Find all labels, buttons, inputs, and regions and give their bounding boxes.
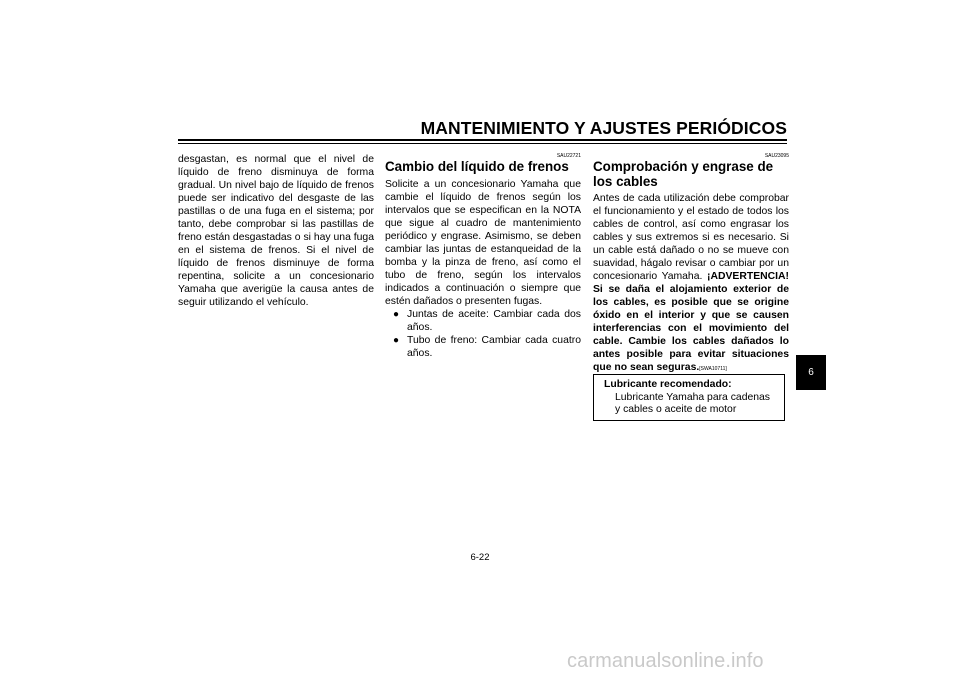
section-heading: Comprobación y engrase de los cables [593, 159, 774, 189]
page-number: 6-22 [470, 552, 490, 563]
cables-paragraph [593, 192, 789, 376]
column-3 [593, 153, 789, 376]
section-code: SAU23095 [764, 153, 789, 159]
column-2 [385, 153, 581, 360]
list-item-text: Tubo de freno: Cambiar cada cuatro años. [407, 334, 581, 359]
list-item [393, 308, 581, 334]
title-rule [178, 139, 787, 141]
watermark: carmanualsonline.info [567, 650, 764, 672]
recommended-lubricant-box [593, 374, 785, 421]
page-title: MANTENIMIENTO Y AJUSTES PERIÓDICOS [420, 118, 787, 138]
warning-text: ¡ADVERTENCIA! Si se daña el alojamiento exterior de los cables, es posible que se origine óxido en el interior y que se causen interferencias con el movimiento del cable. Cambie los cables dañados lo antes posible para evitar situaciones que no sean seguras. [593, 271, 789, 373]
title-rule-thin [178, 143, 787, 144]
section-paragraph: Solicite a un concesionario Yamaha que cambie el líquido de frenos según los intervalos que se especifican en la NOTA que sigue al cuadro de mantenimiento periódico y engrase. Asimismo, se deben cambiar las juntas de estanqueidad de la bomba y la pinza de freno, así como el tubo de freno, según los intervalos indicados a continuación o siempre que estén dañados o presenten fugas. [385, 178, 581, 307]
section-heading: Cambio del líquido de frenos [385, 159, 569, 174]
warning-code: [SWA10711] [699, 366, 727, 372]
list-item [393, 334, 581, 360]
brake-fluid-paragraph: desgastan, es normal que el nivel de líquido de freno disminuya de forma gradual. Un nivel bajo de líquido de frenos puede ser indicativo del desgaste de las pastillas o de una fuga en el sistema; por tanto, debe comprobar si las pastillas de freno están desgastadas o si hay una fuga en el sistema de frenos. Si el nivel de líquido de frenos disminuye de forma repentina, solicite a un concesionario Yamaha que averigüe la causa antes de seguir utilizando el vehículo. [178, 154, 374, 308]
box-value: Lubricante Yamaha para cadenas y cables o aceite de motor [615, 391, 771, 415]
box-label: Lubricante recomendado: [604, 379, 732, 390]
bullet-icon: ● [393, 308, 400, 320]
chapter-tab: 6 [796, 355, 826, 390]
section-code: SAU22721 [556, 153, 581, 159]
list-item-text: Juntas de aceite: Cambiar cada dos años. [407, 308, 581, 333]
column-1 [178, 153, 374, 309]
cables-text: Antes de cada utilización debe comprobar el funcionamiento y el estado de todos los cables de control, así como engrasar los cables y sus extremos si es necesario. Si un cable está dañado o no se mueve con suavidad, hágalo revisar o cambiar por un concesionario Yamaha. [593, 193, 789, 282]
bullet-icon: ● [393, 334, 400, 346]
